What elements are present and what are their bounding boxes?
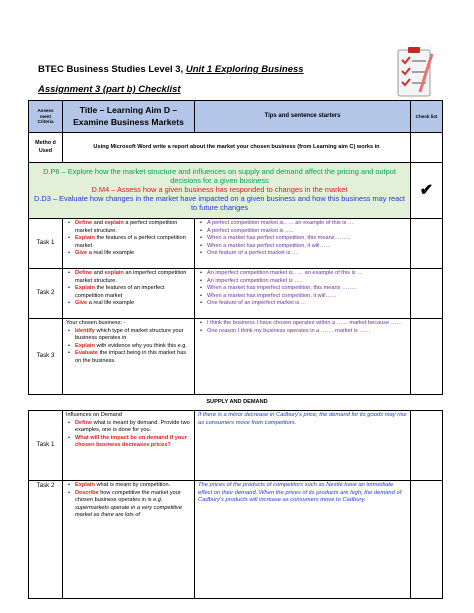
task3-tip: • One reason I think my business operates in a ……. market is …… [207, 328, 407, 336]
task2-tip: • An imperfect competition market is.. … an example of this is … [207, 270, 407, 278]
task2-bullet-2: • Explain the features of an imperfect competition market [75, 285, 191, 300]
task1-bullet-3: • Give a real life example [75, 250, 191, 258]
task2-tip: • When a market has imperfect competition, it will…… [207, 293, 407, 301]
task3-bullet-3: • Evaluate the impact being in this market has on the business. [75, 350, 191, 365]
task3-bullet-2: • Explain with evidence why you think this e.g. [75, 343, 191, 351]
task1-tips [195, 219, 411, 269]
sd-task2-bullet-2: • Describe how competitive the market your chosen business operates in is e.g. supermarkets operate in a very competitive market as there are lots of [75, 490, 191, 520]
sd-task1-label: Task 1 [29, 411, 63, 481]
task1-instructions [63, 219, 195, 269]
task3-tips [195, 319, 411, 395]
task2-check-cell [411, 269, 443, 319]
title-unit: Unit 1 Exploring Business [185, 64, 304, 75]
task2-tips [195, 269, 411, 319]
checklist-table [28, 100, 443, 395]
task2-bullet-3: • Give a real life example [75, 300, 191, 308]
sd-task1-check-cell [411, 411, 443, 481]
task3-check-cell [411, 319, 443, 395]
sd-task1-example: If there is a minor decrease in Cadbury's price, the demand for its goods may rise as consumers move from competitors. [195, 411, 411, 481]
task1-bullet-1: • Define and explain a perfect competition market structure. [75, 220, 191, 235]
task1-tip: • A perfect competition market is.. … an example of this is … [207, 220, 407, 228]
task2-tip: • One feature of an imperfect market is … [207, 300, 407, 308]
sd-task2-bullet-1: • Explain what is meant by competition. [75, 482, 191, 490]
task1-bullet-2: • Explain the features of a perfect competition market [75, 235, 191, 250]
task1-tip: • One feature of a perfect market is … [207, 250, 407, 258]
method-check-cell [411, 133, 443, 163]
sd-task2-label: Task 2 [29, 481, 63, 599]
criterion-d3: D.D3 – Evaluate how changes in the market have impacted on a given business and how this business may react to future changes [34, 193, 405, 212]
checkmark-icon: ✔ [411, 163, 443, 219]
task1-tip: • When a market has perfect competition, it will…… [207, 243, 407, 251]
sd-task2-example: The prices of the products of competitors such as Nestle have an immediate effect on their demand. When the prices of its products are high, the demand of Cadbury's products will increase as consumers move to Cadbury. [195, 481, 411, 599]
task3-bullet-1: • Identify which type of market structure your business operates in [75, 328, 191, 343]
task1-check-cell [411, 219, 443, 269]
checklist-clipboard-image [390, 44, 438, 100]
title-prefix: BTEC Business Studies Level 3, [38, 64, 186, 75]
task2-tip: • When a market has imperfect competition, this means …….. [207, 285, 407, 293]
task3-instructions [63, 319, 195, 395]
criterion-p6: D.P6 – Explore how the market structure and influences on supply and demand affect the pricing and output decisions for a given business [43, 167, 396, 186]
task3-tip: • I think the business I have chosen operates within a …… market because …… [207, 320, 407, 328]
supply-demand-table [28, 410, 443, 599]
task1-tip: • When a market has perfect competition, this means …….. [207, 235, 407, 243]
sd-task1-bullet-2: • What will the impact be on demand if your chosen business decreases prices? [75, 435, 191, 450]
sd-task1-bullet-1: • Define what is meant by demand. Provide two examples, one is done for you. [75, 420, 191, 435]
method-used-label: Metho d Used [29, 133, 63, 163]
task2-tip: • An imperfect competition market is ….. [207, 278, 407, 286]
task2-bullet-1: • Define and explain an imperfect competition market structure. [75, 270, 191, 285]
task2-instructions [63, 269, 195, 319]
header-tips: Tips and sentence starters [195, 101, 411, 133]
task3-intro: Your chosen business: - [66, 320, 126, 326]
sd-task1-head: Influences on Demand [66, 412, 122, 418]
criterion-m4: D.M4 – Assess how a given business has responded to changes in the market [91, 185, 348, 195]
header-assessment-criteria: Assess ment Criteria [29, 101, 63, 133]
assignment-heading: Assignment 3 (part b) Checklist [38, 84, 181, 95]
sd-task2-instructions [63, 481, 195, 599]
supply-demand-heading: SUPPLY AND DEMAND [206, 399, 268, 405]
header-checklist: Check list [411, 101, 443, 133]
sd-task1-instructions [63, 411, 195, 481]
task3-label: Task 3 [29, 319, 63, 395]
sd-task2-check-cell [411, 481, 443, 599]
task1-tip: • A perfect competition market is ….. [207, 228, 407, 236]
assessment-criteria-cell [29, 163, 411, 219]
method-used-text: Using Microsoft Word write a report about the market your chosen business (from Learning aim C) works in [63, 133, 411, 163]
task1-label: Task 1 [29, 219, 63, 269]
document-title [38, 64, 304, 75]
header-title: Title – Learning Aim D – Examine Business Markets [63, 101, 195, 133]
task2-label: Task 2 [29, 269, 63, 319]
